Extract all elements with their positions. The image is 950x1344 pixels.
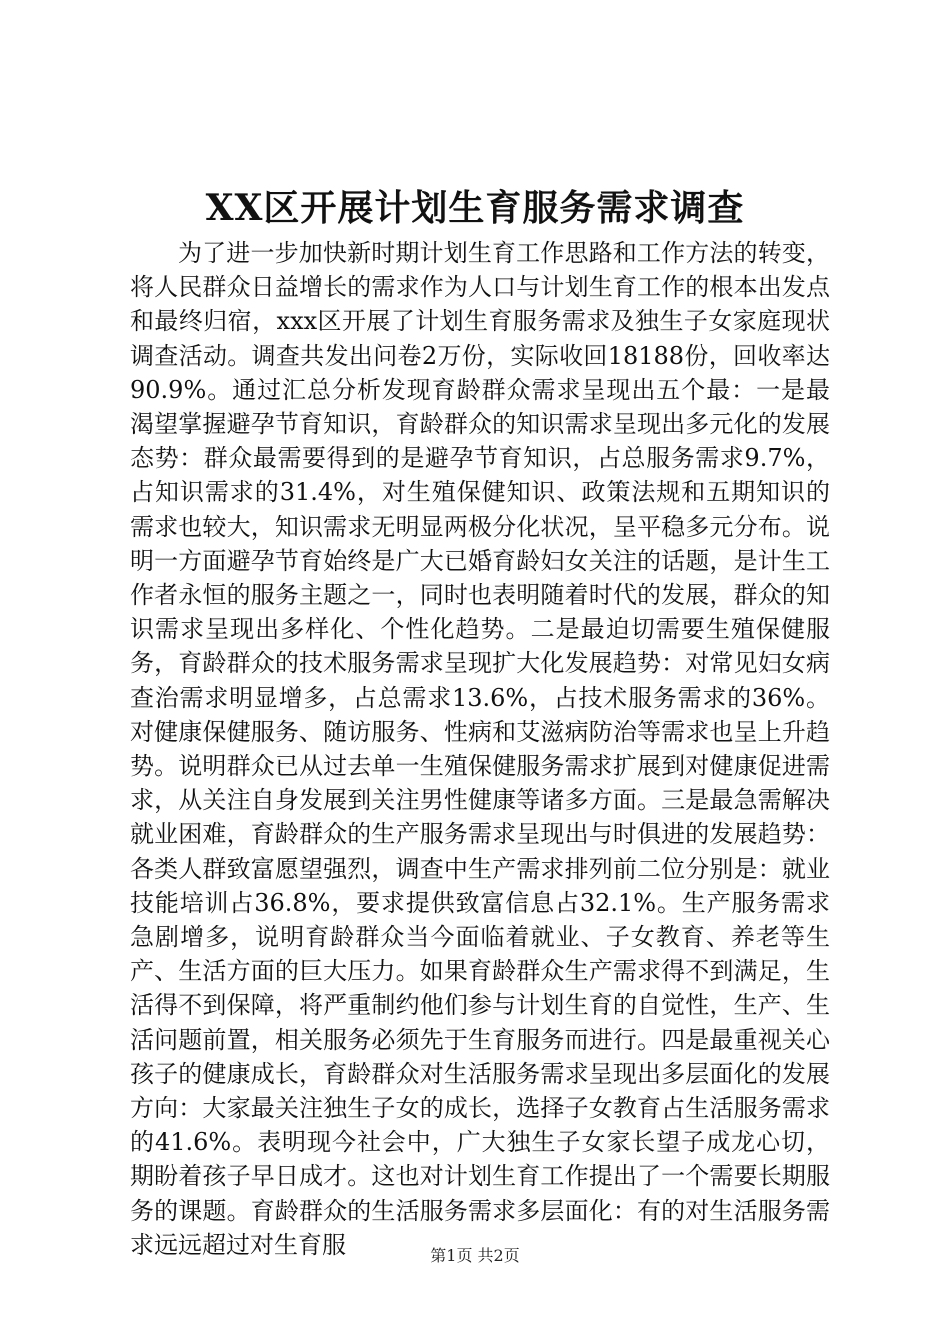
body-paragraph: 为了进一步加快新时期计划生育工作思路和工作方法的转变，将人民群众日益增长的需求作为人口与计划生育工作的根本出发点和最终归宿，xxx区开展了计划生育服务需求及独生子女家庭现状调查活动。调查共发出问卷2万份，实际收回18188份，回收率达90.9%。通过汇总分析发现育龄群众需求呈现出五个最：一是最渴望掌握避孕节育知识，育龄群众的知识需求呈现出多元化的发展态势：群众最需要得到的是避孕节育知识，占总服务需求9.7%，占知识需求的31.4%，对生殖保健知识、政策法规和五期知识的需求也较大，知识需求无明显两极分化状况，呈平稳多元分布。说明一方面避孕节育始终是广大已婚育龄妇女关注的话题，是计生工作者永恒的服务主题之一，同时也表明随着时代的发展，群众的知识需求呈现出多样化、个性化趋势。二是最迫切需要生殖保健服务，育龄群众的技术服务需求呈现扩大化发展趋势：对常见妇女病查治需求明显增多，占总需求13.6%，占技术服务需求的36%。对健康保健服务、随访服务、性病和艾滋病防治等需求也呈上升趋势。说明群众已从过去单一生殖保健服务需求扩展到对健康促进需求，从关注自身发展到关注男性健康等诸多方面。三是最急需解决就业困难，育龄群众的生产服务需求呈现出与时俱进的发展趋势：各类人群致富愿望强烈，调查中生产需求排列前二位分别是：就业技能培训占36.8%，要求提供致富信息占32.1%。生产服务需求急剧增多，说明育龄群众当今面临着就业、子女教育、养老等生产、生活方面的巨大压力。如果育龄群众生产需求得不到满足，生活得不到保障，将严重制约他们参与计划生育的自觉性，生产、生活问题前置，相关服务必须先于生育服务而进行。四是最重视关心孩子的健康成长，育龄群众对生活服务需求呈现出多层面化的发展方向：大家最关注独生子女的成长，选择子女教育占生活服务需求的41.6%。表明现今社会中，广大独生子女家长望子成龙心切，期盼着孩子早日成才。这也对计划生育工作提出了一个需要长期服务的课题。育龄群众的生活服务需求多层面化：有的对生活服务需求远远超过对生育服 <box>130 239 830 1259</box>
document-title: XX区开展计划生育服务需求调查 <box>205 187 745 229</box>
page-footer: 第1页 共2页 <box>430 1246 520 1265</box>
